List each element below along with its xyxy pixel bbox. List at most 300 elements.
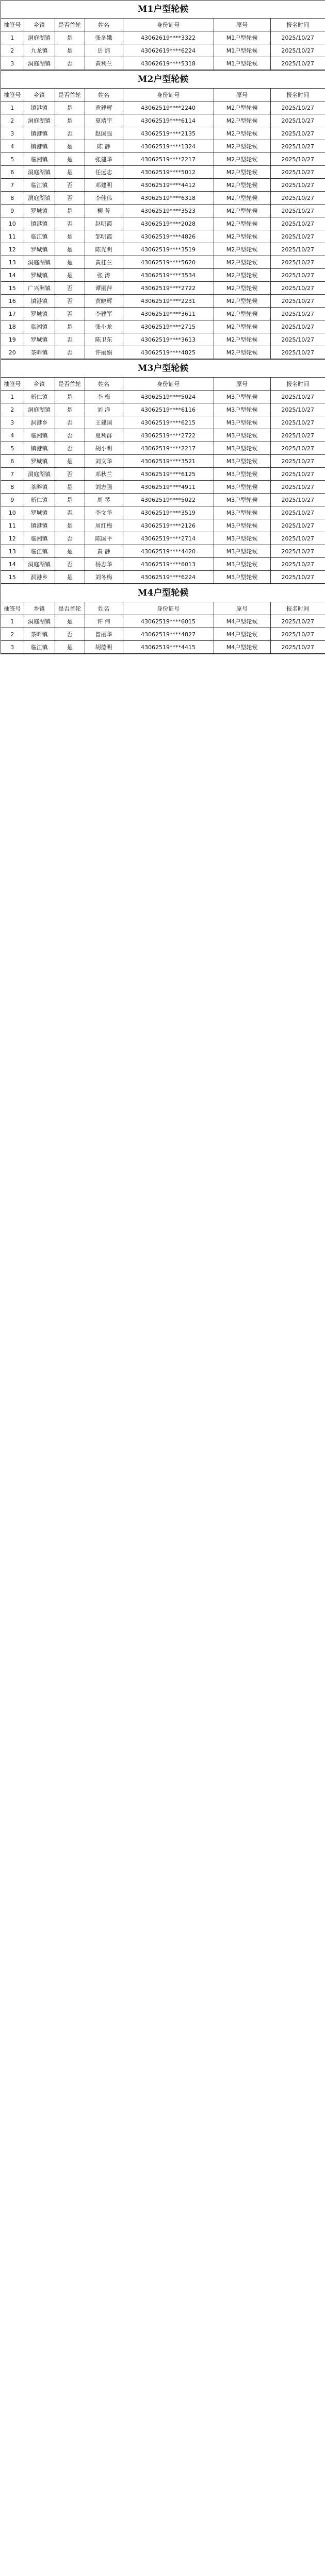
table-cell: M2户型轮候 <box>214 179 270 192</box>
table-cell: 2025/10/27 <box>270 230 325 243</box>
table-cell: 茶畔镇 <box>24 628 55 641</box>
table-cell: 2025/10/27 <box>270 127 325 140</box>
column-header: 抽签号 <box>1 378 24 391</box>
table-cell: 王建国 <box>85 416 123 429</box>
table-cell: 洞庭湖镇 <box>24 256 55 269</box>
table-cell: 洞庭湖镇 <box>24 558 55 571</box>
table-cell: 3 <box>1 57 24 70</box>
table-cell: 是 <box>55 391 85 403</box>
table-cell: 临湘镇 <box>24 532 55 545</box>
table-cell: 临湘镇 <box>24 320 55 333</box>
table-cell: 否 <box>55 282 85 295</box>
table-cell: 43062519****4825 <box>123 346 214 359</box>
table-cell: 2025/10/27 <box>270 192 325 205</box>
table-cell: 夏利群 <box>85 429 123 442</box>
table-cell: 43062519****3613 <box>123 333 214 346</box>
table-cell: 43062519****2240 <box>123 101 214 114</box>
table-cell: M3户型轮候 <box>214 481 270 494</box>
table-cell: M3户型轮候 <box>214 468 270 481</box>
table-cell: 是 <box>55 166 85 179</box>
column-header: 是否首轮 <box>55 89 85 101</box>
table-row <box>1 391 325 403</box>
table-cell: 黄桂兰 <box>85 256 123 269</box>
table-cell: 镇港镇 <box>24 101 55 114</box>
table-cell: 6 <box>1 166 24 179</box>
table-cell: M2户型轮候 <box>214 127 270 140</box>
table-row <box>1 295 325 308</box>
table-cell: M3户型轮候 <box>214 494 270 506</box>
table-cell: 洞庭湖镇 <box>24 192 55 205</box>
table-cell: 否 <box>55 192 85 205</box>
table-cell: 43062519****4420 <box>123 545 214 558</box>
table-row <box>1 519 325 532</box>
table-cell: 43062519****6224 <box>123 571 214 584</box>
table-cell: 43062519****3523 <box>123 205 214 217</box>
table-cell: 李文华 <box>85 506 123 519</box>
table-cell: 43062519****3519 <box>123 506 214 519</box>
table-cell: 43062519****2722 <box>123 282 214 295</box>
table-cell: 罗城镇 <box>24 455 55 468</box>
table-row <box>1 282 325 295</box>
table-cell: 43062519****3519 <box>123 243 214 256</box>
table-row <box>1 153 325 166</box>
table-cell: 镇港镇 <box>24 519 55 532</box>
table-cell: 43062519****6015 <box>123 615 214 628</box>
column-header: 乡镇 <box>24 89 55 101</box>
table-cell: 43062519****3534 <box>123 269 214 282</box>
table-cell: 是 <box>55 114 85 127</box>
table-cell: 2025/10/27 <box>270 308 325 320</box>
table-cell: M2户型轮候 <box>214 346 270 359</box>
table-cell: 2025/10/27 <box>270 333 325 346</box>
table-cell: 2025/10/27 <box>270 519 325 532</box>
table-row <box>1 628 325 641</box>
table-cell: M2户型轮候 <box>214 320 270 333</box>
table-cell: 邓秋兰 <box>85 468 123 481</box>
table-row <box>1 468 325 481</box>
document <box>1 0 325 654</box>
column-header: 是否首轮 <box>55 19 85 31</box>
table-cell: 洞庭湖镇 <box>24 166 55 179</box>
table-cell: 11 <box>1 519 24 532</box>
table-row <box>1 256 325 269</box>
table-cell: 是 <box>55 269 85 282</box>
table-cell: 邹明霞 <box>85 230 123 243</box>
table-cell: 20 <box>1 346 24 359</box>
table-cell: M4户型轮候 <box>214 615 270 628</box>
table-cell: 否 <box>55 416 85 429</box>
table-cell: 否 <box>55 295 85 308</box>
table-cell: M3户型轮候 <box>214 403 270 416</box>
table-cell: M2户型轮候 <box>214 269 270 282</box>
table-row <box>1 333 325 346</box>
table-cell: 2025/10/27 <box>270 217 325 230</box>
table-row <box>1 205 325 217</box>
table-row <box>1 166 325 179</box>
column-header: 报名时间 <box>270 89 325 101</box>
table-cell: 罗城镇 <box>24 333 55 346</box>
table-cell: 2025/10/27 <box>270 628 325 641</box>
table-cell: 是 <box>55 615 85 628</box>
table-row <box>1 44 325 57</box>
column-header: 姓名 <box>85 602 123 615</box>
table-cell: 2025/10/27 <box>270 295 325 308</box>
table-row <box>1 114 325 127</box>
table-cell: 胡德明 <box>85 641 123 654</box>
table-cell: M1户型轮候 <box>214 31 270 44</box>
table-cell: 洞庭湖镇 <box>24 403 55 416</box>
table-cell: 2025/10/27 <box>270 140 325 153</box>
table-cell: 否 <box>55 442 85 455</box>
table-cell: 43062519****6318 <box>123 192 214 205</box>
table-cell: 是 <box>55 101 85 114</box>
column-header: 原号 <box>214 378 270 391</box>
table-cell: 茶畔镇 <box>24 346 55 359</box>
table-cell: 罗城镇 <box>24 269 55 282</box>
table-row <box>1 346 325 359</box>
table-cell: 43062619****3322 <box>123 31 214 44</box>
table-cell: 43062519****5012 <box>123 166 214 179</box>
table-cell: 罗城镇 <box>24 243 55 256</box>
table-cell: 43062519****2715 <box>123 320 214 333</box>
lottery-table <box>1 602 325 654</box>
table-cell: M2户型轮候 <box>214 295 270 308</box>
table-cell: 17 <box>1 308 24 320</box>
table-cell: 2025/10/27 <box>270 256 325 269</box>
table-cell: 周红梅 <box>85 519 123 532</box>
table-row <box>1 545 325 558</box>
column-header: 是否首轮 <box>55 602 85 615</box>
table-cell: 43062519****4911 <box>123 481 214 494</box>
table-cell: 2025/10/27 <box>270 166 325 179</box>
table-cell: 1 <box>1 31 24 44</box>
table-cell: 4 <box>1 429 24 442</box>
table-cell: 2025/10/27 <box>270 31 325 44</box>
header-row <box>1 602 325 615</box>
header-row <box>1 378 325 391</box>
table-cell: 12 <box>1 243 24 256</box>
table-cell: 李建军 <box>85 308 123 320</box>
table-cell: M2户型轮候 <box>214 256 270 269</box>
table-cell: 罗城镇 <box>24 308 55 320</box>
table-cell: M2户型轮候 <box>214 230 270 243</box>
table-cell: 43062519****5024 <box>123 391 214 403</box>
table-cell: 是 <box>55 205 85 217</box>
table-cell: 43062619****5318 <box>123 57 214 70</box>
table-cell: 否 <box>55 308 85 320</box>
table-cell: 否 <box>55 628 85 641</box>
table-row <box>1 269 325 282</box>
table-cell: 2025/10/27 <box>270 391 325 403</box>
table-cell: 是 <box>55 571 85 584</box>
table-cell: 14 <box>1 558 24 571</box>
table-row <box>1 494 325 506</box>
table-cell: 洞港乡 <box>24 571 55 584</box>
table-cell: 否 <box>55 532 85 545</box>
table-cell: 2025/10/27 <box>270 545 325 558</box>
table-cell: M2户型轮候 <box>214 282 270 295</box>
table-cell: 2025/10/27 <box>270 282 325 295</box>
table-cell: 2025/10/27 <box>270 481 325 494</box>
table-row <box>1 403 325 416</box>
table-cell: 10 <box>1 217 24 230</box>
table-cell: 陈光明 <box>85 243 123 256</box>
table-cell: M3户型轮候 <box>214 391 270 403</box>
table-cell: 是 <box>55 31 85 44</box>
table-cell: 黄 静 <box>85 545 123 558</box>
table-cell: 黄建辉 <box>85 101 123 114</box>
table-cell: 14 <box>1 269 24 282</box>
table-row <box>1 57 325 70</box>
table-cell: 是 <box>55 230 85 243</box>
table-cell: 临湘镇 <box>24 153 55 166</box>
table-cell: 2025/10/27 <box>270 494 325 506</box>
table-cell: 陈国平 <box>85 532 123 545</box>
table-cell: 任远志 <box>85 166 123 179</box>
table-cell: 黄晓辉 <box>85 295 123 308</box>
table-cell: M3户型轮候 <box>214 506 270 519</box>
table-cell: 11 <box>1 230 24 243</box>
table-cell: 2 <box>1 403 24 416</box>
table-cell: 否 <box>55 57 85 70</box>
table-cell: 否 <box>55 127 85 140</box>
table-cell: 2025/10/27 <box>270 57 325 70</box>
table-cell: 12 <box>1 532 24 545</box>
table-cell: 临江镇 <box>24 641 55 654</box>
table-cell: M1户型轮候 <box>214 57 270 70</box>
table-cell: 赵国强 <box>85 127 123 140</box>
table-cell: 43062519****2714 <box>123 532 214 545</box>
table-cell: M3户型轮候 <box>214 442 270 455</box>
table-cell: M2户型轮候 <box>214 308 270 320</box>
table-cell: 7 <box>1 468 24 481</box>
table-cell: 2025/10/27 <box>270 532 325 545</box>
table-cell: 陈 静 <box>85 140 123 153</box>
table-row <box>1 558 325 571</box>
lottery-table <box>1 18 325 70</box>
table-cell: 43062519****6215 <box>123 416 214 429</box>
section-title: M3户型轮候 <box>1 359 325 377</box>
table-cell: 广兴洲镇 <box>24 282 55 295</box>
table-cell: 2025/10/27 <box>270 403 325 416</box>
table-cell: 洞港乡 <box>24 416 55 429</box>
column-header: 抽签号 <box>1 19 24 31</box>
column-header: 是否首轮 <box>55 378 85 391</box>
table-row <box>1 429 325 442</box>
table-cell: M2户型轮候 <box>214 217 270 230</box>
table-cell: M3户型轮候 <box>214 532 270 545</box>
header-row <box>1 89 325 101</box>
table-cell: 新仁镇 <box>24 391 55 403</box>
table-cell: 周 琴 <box>85 494 123 506</box>
table-cell: 1 <box>1 391 24 403</box>
table-cell: M2户型轮候 <box>214 101 270 114</box>
table-row <box>1 481 325 494</box>
table-cell: 2025/10/27 <box>270 243 325 256</box>
table-cell: 1 <box>1 615 24 628</box>
table-cell: 刘 洋 <box>85 403 123 416</box>
table-cell: 张冬娥 <box>85 31 123 44</box>
table-row <box>1 140 325 153</box>
table-cell: 2025/10/27 <box>270 269 325 282</box>
table-cell: 曾丽华 <box>85 628 123 641</box>
table-row <box>1 217 325 230</box>
table-row <box>1 243 325 256</box>
column-header: 身份证号 <box>123 19 214 31</box>
lottery-table <box>1 377 325 584</box>
table-cell: 2025/10/27 <box>270 571 325 584</box>
table-cell: 九龙镇 <box>24 44 55 57</box>
table-cell: 否 <box>55 333 85 346</box>
table-cell: 杨志华 <box>85 558 123 571</box>
table-cell: 否 <box>55 346 85 359</box>
column-header: 身份证号 <box>123 378 214 391</box>
table-cell: 胡小明 <box>85 442 123 455</box>
table-cell: 否 <box>55 429 85 442</box>
table-cell: 临江镇 <box>24 179 55 192</box>
table-cell: 否 <box>55 217 85 230</box>
table-cell: 2025/10/27 <box>270 320 325 333</box>
table-cell: 43062519****3521 <box>123 455 214 468</box>
section-title: M4户型轮候 <box>1 584 325 602</box>
column-header: 报名时间 <box>270 19 325 31</box>
table-cell: 黄利兰 <box>85 57 123 70</box>
table-cell: 赵明霞 <box>85 217 123 230</box>
table-cell: 2025/10/27 <box>270 615 325 628</box>
table-cell: 是 <box>55 545 85 558</box>
table-row <box>1 101 325 114</box>
table-cell: 2025/10/27 <box>270 179 325 192</box>
table-cell: 2025/10/27 <box>270 416 325 429</box>
table-cell: 1 <box>1 101 24 114</box>
table-cell: M2户型轮候 <box>214 140 270 153</box>
table-row <box>1 230 325 243</box>
table-cell: 2025/10/27 <box>270 44 325 57</box>
table-cell: 2 <box>1 628 24 641</box>
table-row <box>1 308 325 320</box>
table-row <box>1 455 325 468</box>
column-header: 姓名 <box>85 89 123 101</box>
table-cell: 13 <box>1 256 24 269</box>
table-cell: 夏靖宇 <box>85 114 123 127</box>
table-cell: M4户型轮候 <box>214 641 270 654</box>
table-cell: 刘冬梅 <box>85 571 123 584</box>
table-cell: 2025/10/27 <box>270 114 325 127</box>
table-cell: 2 <box>1 44 24 57</box>
table-cell: 否 <box>55 468 85 481</box>
table-cell: 3 <box>1 127 24 140</box>
table-cell: 13 <box>1 545 24 558</box>
table-cell: 43062519****3611 <box>123 308 214 320</box>
table-cell: 43062519****2231 <box>123 295 214 308</box>
table-cell: 洞庭湖镇 <box>24 114 55 127</box>
table-cell: 2025/10/27 <box>270 641 325 654</box>
table-cell: 43062519****4827 <box>123 628 214 641</box>
table-cell: 43062519****2126 <box>123 519 214 532</box>
table-row <box>1 506 325 519</box>
table-cell: 43062519****2028 <box>123 217 214 230</box>
table-cell: M2户型轮候 <box>214 205 270 217</box>
table-cell: 是 <box>55 153 85 166</box>
table-row <box>1 641 325 654</box>
column-header: 姓名 <box>85 19 123 31</box>
table-cell: 2025/10/27 <box>270 468 325 481</box>
table-cell: 2025/10/27 <box>270 442 325 455</box>
table-cell: M3户型轮候 <box>214 545 270 558</box>
column-header: 报名时间 <box>270 378 325 391</box>
table-cell: 43062519****2217 <box>123 442 214 455</box>
table-cell: M3户型轮候 <box>214 571 270 584</box>
table-cell: 许丽娟 <box>85 346 123 359</box>
column-header: 乡镇 <box>24 19 55 31</box>
table-cell: 3 <box>1 416 24 429</box>
column-header: 原号 <box>214 89 270 101</box>
table-cell: 洞庭湖镇 <box>24 615 55 628</box>
table-cell: 5 <box>1 153 24 166</box>
table-cell: 43062519****5620 <box>123 256 214 269</box>
column-header: 乡镇 <box>24 378 55 391</box>
table-cell: 罗城镇 <box>24 506 55 519</box>
table-cell: 许 伟 <box>85 615 123 628</box>
table-cell: 镇港镇 <box>24 442 55 455</box>
table-cell: 2025/10/27 <box>270 506 325 519</box>
column-header: 身份证号 <box>123 89 214 101</box>
table-cell: 2025/10/27 <box>270 558 325 571</box>
table-cell: M1户型轮候 <box>214 44 270 57</box>
column-header: 身份证号 <box>123 602 214 615</box>
table-cell: 16 <box>1 295 24 308</box>
table-cell: 43062519****4412 <box>123 179 214 192</box>
table-cell: 2 <box>1 114 24 127</box>
table-cell: 否 <box>55 506 85 519</box>
table-row <box>1 442 325 455</box>
table-cell: M3户型轮候 <box>214 519 270 532</box>
table-cell: 张 涛 <box>85 269 123 282</box>
column-header: 抽签号 <box>1 602 24 615</box>
table-cell: 张建华 <box>85 153 123 166</box>
table-cell: 柳 芳 <box>85 205 123 217</box>
table-cell: 岳 炜 <box>85 44 123 57</box>
table-cell: 否 <box>55 179 85 192</box>
table-cell: 洞庭湖镇 <box>24 468 55 481</box>
section-title: M2户型轮候 <box>1 70 325 88</box>
table-row <box>1 416 325 429</box>
table-cell: 罗城镇 <box>24 205 55 217</box>
table-cell: 18 <box>1 320 24 333</box>
table-row <box>1 571 325 584</box>
column-header: 原号 <box>214 19 270 31</box>
column-header: 报名时间 <box>270 602 325 615</box>
table-cell: M2户型轮候 <box>214 192 270 205</box>
table-cell: M4户型轮候 <box>214 628 270 641</box>
table-cell: M2户型轮候 <box>214 153 270 166</box>
table-cell: 10 <box>1 506 24 519</box>
table-cell: 2025/10/27 <box>270 429 325 442</box>
table-cell: 43062519****2217 <box>123 153 214 166</box>
table-cell: 是 <box>55 44 85 57</box>
table-cell: 15 <box>1 571 24 584</box>
table-cell: 是 <box>55 481 85 494</box>
table-cell: 洞庭湖镇 <box>24 57 55 70</box>
table-cell: M3户型轮候 <box>214 429 270 442</box>
table-cell: M2户型轮候 <box>214 166 270 179</box>
table-row <box>1 179 325 192</box>
table-cell: 43062519****6013 <box>123 558 214 571</box>
table-cell: 8 <box>1 192 24 205</box>
table-cell: 镇港镇 <box>24 217 55 230</box>
table-cell: 临江镇 <box>24 545 55 558</box>
table-cell: 9 <box>1 494 24 506</box>
